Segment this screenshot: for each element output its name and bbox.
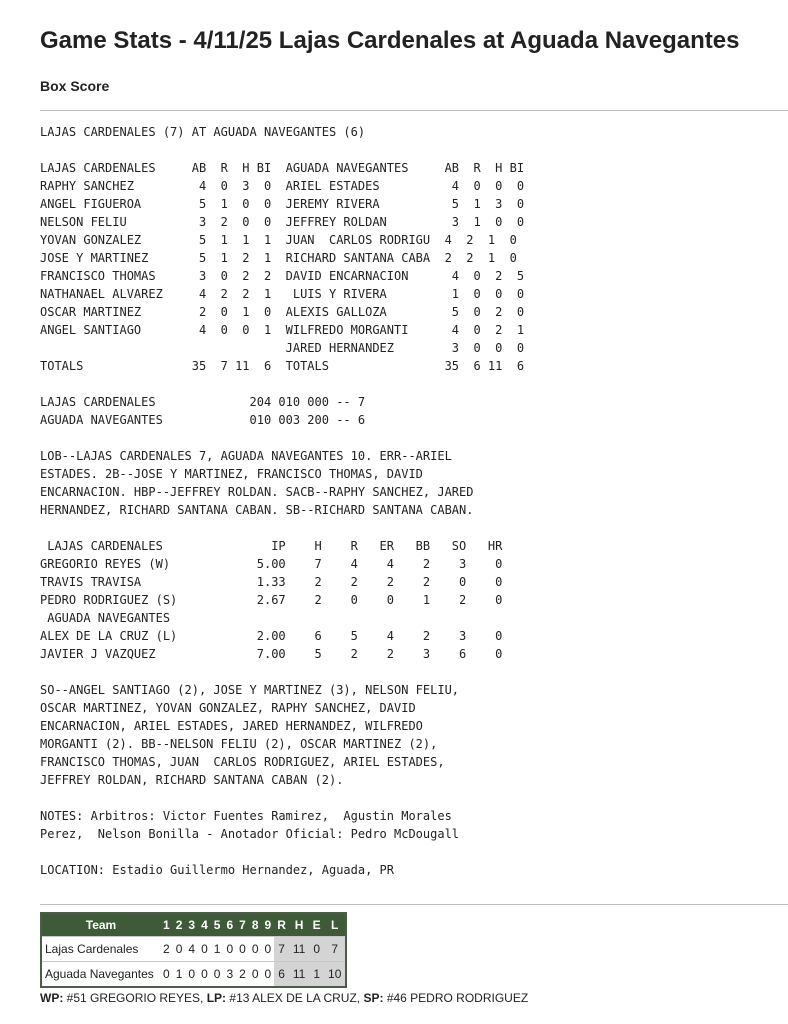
inning-score: 0 — [198, 962, 211, 988]
hits-total: 11 — [289, 937, 309, 962]
header-inning-6: 6 — [223, 913, 236, 937]
header-hits: H — [289, 913, 309, 937]
inning-score: 0 — [262, 937, 275, 962]
box-score-text: LAJAS CARDENALES (7) AT AGUADA NAVEGANTES (6) LAJAS CARDENALES AB R H BI AGUADA NAVEGANTES AB R H BI RAPHY SANCHEZ 4 0 3 0 ARIEL ESTADES 4 0 0 0 ANGEL FIGUEROA 5 1 0 0 JEREMY RIVERA 5 1 3 0 NELSON FELIU 3 2 0 0 JEFFREY ROLDAN 3 1 0 0 YOVAN GONZALEZ 5 1 1 1 JUAN CARLOS RODRIGU 4 2 1 0 JOSE Y MARTINEZ 5 1 2 1 RICHARD SANTANA CABA 2 2 1 0 FRANCISCO THOMAS 3 0 2 2 DAVID ENCARNACION 4 0 2 5 NATHANAEL ALVAREZ 4 2 2 1 LUIS Y RIVERA 1 0 0 0 OSCAR MARTINEZ 2 0 1 0 ALEXIS GALLOZA 5 0 2 0 ANGEL SANTIAGO 4 0 0 1 WILFREDO MORGANTI 4 0 2 1 JARED HERNANDEZ 3 0 0 0 TOTALS 35 7 11 6 TOTALS 35 6 11 6 LAJAS CARDENALES 204 010 000 -- 7 AGUADA NAVEGANTES 010 003 200 -- 6 LOB--LAJAS CARDENALES 7, AGUADA NAVEGANTES 10. ERR--ARIEL ESTADES. 2B--JOSE Y MARTINEZ, FRANCISCO THOMAS, DAVID ENCARNACION. HBP--JEFFREY ROLDAN. SACB--RAPHY SANCHEZ, JARED HERNANDEZ, RICHARD SANTANA CABAN. SB--RICHARD SANTANA CABAN. LAJAS CARDENALES IP H R ER BB SO HR GREGORIO REYES (W) 5.00 7 4 4 2 3 0 TRAVIS TRAVISA 1.33 2 2 2 2 0 0 PEDRO RODRIGUEZ (S) 2.67 2 0 0 1 2 0 AGUADA NAVEGANTES ALEX DE LA CRUZ (L) 2.00 6 5 4 2 3 0 JAVIER J VAZQUEZ 7.00 5 2 2 3 6 0 SO--ANGEL SANTIAGO (2), JOSE Y MARTINEZ (3), NELSON FELIU, OSCAR MARTINEZ, YOVAN GONZALEZ, RAPHY SANCHEZ, DAVID ENCARNACION, ARIEL ESTADES, JARED HERNANDEZ, WILFREDO MORGANTI (2). BB--NELSON FELIU (2), OSCAR MARTINEZ (2), FRANCISCO THOMAS, JUAN CARLOS RODRIGUEZ, ARIEL ESTADES, JEFFREY ROLDAN, RICHARD SANTANA CABAN (2). NOTES: Arbitros: Victor Fuentes Ramirez, Agustin Morales Perez, Nelson Bonilla - Anotador Oficial: Pedro McDougall LOCATION: Estadio Guillermo Hernandez, Aguada, PR — [40, 125, 525, 877]
hits-total: 11 — [289, 962, 309, 988]
header-team: Team — [41, 913, 160, 937]
inning-score: 0 — [185, 962, 198, 988]
lp-label: LP: — [206, 991, 227, 1005]
table-row — [41, 937, 346, 962]
table-row — [41, 962, 346, 988]
inning-score: 4 — [185, 937, 198, 962]
bottom-divider — [40, 904, 788, 905]
lob-total: 7 — [324, 937, 346, 962]
header-errors: E — [309, 913, 324, 937]
inning-score: 1 — [211, 937, 224, 962]
header-inning-8: 8 — [249, 913, 262, 937]
inning-score: 0 — [211, 962, 224, 988]
page-title: Game Stats - 4/11/25 Lajas Cardenales at Aguada Navegantes — [40, 27, 740, 54]
runs-total: 7 — [274, 937, 289, 962]
wp-label: WP: — [40, 991, 64, 1005]
lp-value: #13 ALEX DE LA CRUZ, — [226, 991, 364, 1005]
header-inning-4: 4 — [198, 913, 211, 937]
pitcher-decisions — [40, 991, 528, 1006]
linescore-table — [40, 912, 347, 988]
sp-label: SP: — [363, 991, 384, 1005]
team-name: Lajas Cardenales — [41, 937, 160, 962]
inning-score: 0 — [236, 937, 249, 962]
inning-score: 0 — [173, 937, 186, 962]
header-inning-5: 5 — [211, 913, 224, 937]
inning-score: 0 — [262, 962, 275, 988]
inning-score: 0 — [198, 937, 211, 962]
inning-score: 0 — [249, 937, 262, 962]
inning-score: 3 — [223, 962, 236, 988]
header-lob: L — [324, 913, 346, 937]
wp-value: #51 GREGORIO REYES, — [63, 991, 207, 1005]
header-inning-2: 2 — [173, 913, 186, 937]
lob-total: 10 — [324, 962, 346, 988]
inning-score: 2 — [160, 937, 173, 962]
runs-total: 6 — [274, 962, 289, 988]
inning-score: 0 — [223, 937, 236, 962]
inning-score: 0 — [160, 962, 173, 988]
team-name: Aguada Navegantes — [41, 962, 160, 988]
header-inning-7: 7 — [236, 913, 249, 937]
box-score-heading: Box Score — [40, 78, 110, 94]
inning-score: 2 — [236, 962, 249, 988]
top-divider — [40, 110, 788, 111]
errors-total: 1 — [309, 962, 324, 988]
inning-score: 1 — [173, 962, 186, 988]
sp-value: #46 PEDRO RODRIGUEZ — [383, 991, 529, 1005]
header-inning-9: 9 — [262, 913, 275, 937]
linescore-header-row — [41, 913, 346, 937]
inning-score: 0 — [249, 962, 262, 988]
errors-total: 0 — [309, 937, 324, 962]
header-inning-3: 3 — [185, 913, 198, 937]
header-inning-1: 1 — [160, 913, 173, 937]
header-runs: R — [274, 913, 289, 937]
